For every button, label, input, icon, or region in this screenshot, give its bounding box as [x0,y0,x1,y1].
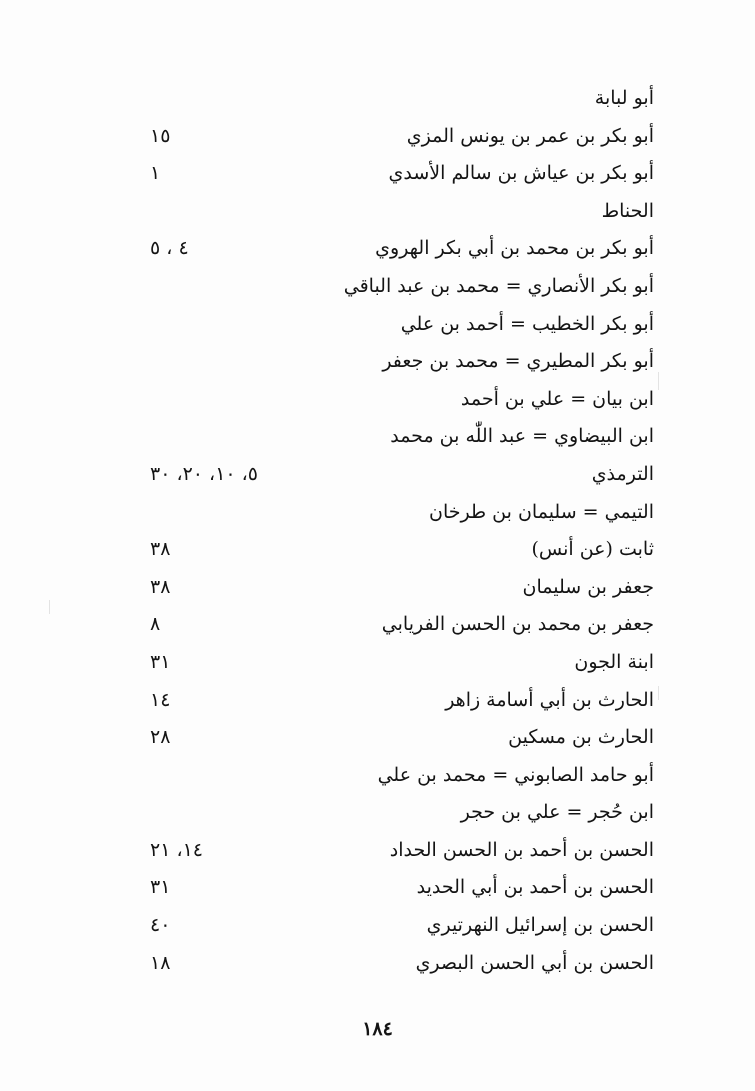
entry-pages: ١٨ [150,951,171,974]
index-entry [0,155,755,193]
entry-name: ابن البيضاوي = عبد اللّٰه بن محمد [390,425,654,448]
entry-pages: ١٤ [150,688,171,711]
entry-name: ابن بيان = علي بن أحمد [460,387,654,410]
index-entry [0,456,755,494]
index-entry [0,80,755,118]
index-entry [0,268,755,306]
entry-name: الترمذي [591,462,654,485]
entry-name: الحناط [601,199,654,222]
entry-pages: ١٥ [150,124,171,147]
entry-name: الحسن بن إسرائيل النهرتيري [426,914,654,937]
entry-name: جعفر بن سليمان [522,575,654,598]
entry-pages: ٥، ١٠، ٢٠، ٣٠ [150,462,258,485]
entry-name: جعفر بن محمد بن الحسن الفريابي [381,613,654,636]
entry-name: أبو بكر بن عمر بن يونس المزي [406,124,654,147]
index-entry [0,306,755,344]
index-entry [0,682,755,720]
entry-pages: ٣١ [150,876,171,899]
index-entry [0,343,755,381]
entry-name: أبو بكر الأنصاري = محمد بن عبد الباقي [343,274,654,297]
entry-name: الحارث بن أبي أسامة زاهر [445,688,654,711]
entry-name: أبو بكر بن محمد بن أبي بكر الهروي [375,237,654,260]
entry-name: أبو بكر الخطيب = أحمد بن علي [400,312,654,335]
index-entry [0,381,755,419]
entry-name: ابنة الجون [574,650,654,673]
entry-pages: ١ [150,162,161,185]
entry-name: ثابت (عن أنس) [531,538,654,561]
entry-pages: ٤٠ [150,914,171,937]
page-number: ١٨٤ [362,1018,393,1040]
entry-name: الحارث بن مسكين [508,726,654,749]
index-entry [0,193,755,231]
index-entry [0,531,755,569]
entry-name: الحسن بن أحمد بن أبي الحديد [416,876,654,899]
index-entry [0,494,755,532]
index-entry [0,418,755,456]
index-entry [0,569,755,607]
entry-name: ابن حُجر = علي بن حجر [460,801,654,824]
index-entry [0,907,755,945]
entry-name: أبو بكر المطيري = محمد بن جعفر [382,350,654,373]
index-entry [0,644,755,682]
entry-pages: ٣٨ [150,575,171,598]
index-entry [0,945,755,983]
entry-name: الحسن بن أحمد بن الحسن الحداد [389,838,654,861]
index-entry [0,118,755,156]
index-entry [0,794,755,832]
entry-pages: ٤ ، ٥ [150,237,189,260]
entry-name: أبو حامد الصابوني = محمد بن علي [377,763,654,786]
index-entry [0,230,755,268]
entry-name: أبو لبابة [594,87,654,109]
entry-name: أبو بكر بن عياش بن سالم الأسدي [388,162,654,185]
entry-pages: ٣١ [150,650,171,673]
entry-pages: ٨ [150,613,161,636]
index-entry [0,719,755,757]
index-entry [0,757,755,795]
entry-name: الحسن بن أبي الحسن البصري [415,951,654,974]
index-entry [0,832,755,870]
entry-pages: ١٤، ٢١ [150,838,204,861]
index-entry [0,606,755,644]
entry-pages: ٢٨ [150,726,171,749]
entry-name: التيمي = سليمان بن طرخان [429,500,654,523]
name-index-list [0,80,755,982]
index-entry [0,869,755,907]
entry-pages: ٣٨ [150,538,171,561]
